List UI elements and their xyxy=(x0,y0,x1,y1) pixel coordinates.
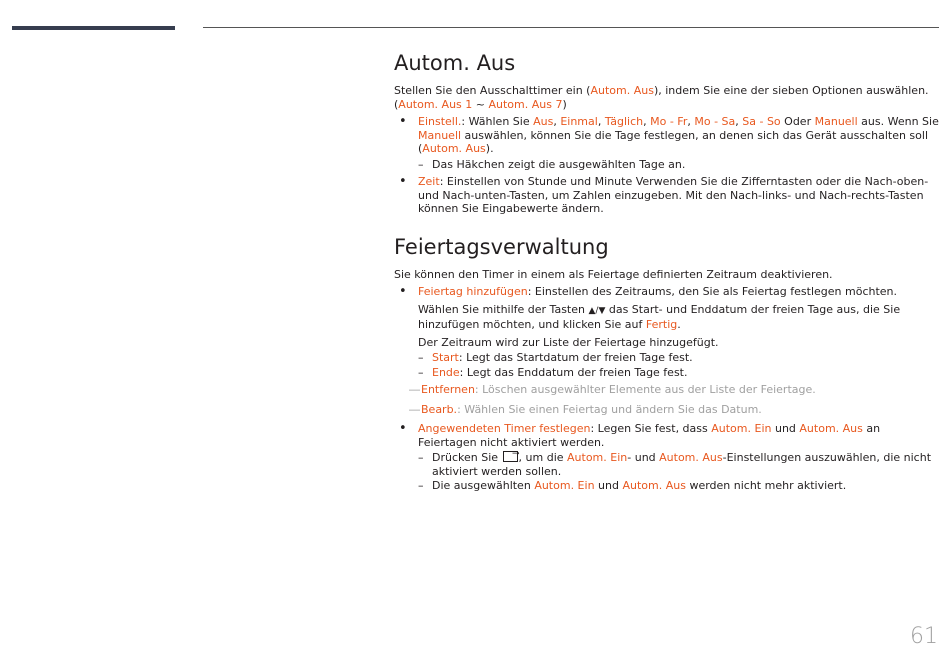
section-intro: Sie können den Timer in einem als Feiertage definierten Zeitraum deaktivieren. xyxy=(394,267,833,281)
sub-item-checkmark: – Das Häkchen zeigt die ausgewählten Tage an. xyxy=(418,158,942,172)
option-list xyxy=(394,115,942,216)
header-bar xyxy=(12,26,175,30)
sub-list xyxy=(418,451,942,493)
instruction-line: Der Zeitraum wird zur Liste der Feiertage hinzugefügt. xyxy=(418,335,719,349)
sub-item-ausgewaehlten: – Die ausgewählten Autom. Ein und Autom. Aus werden nicht mehr aktiviert. xyxy=(418,479,942,493)
sub-item-start: – Start: Legt das Startdatum der freien Tage fest. xyxy=(418,351,942,365)
note-bearb: ― Bearb.: Wählen Sie einen Feiertag und ändern Sie das Datum. xyxy=(409,402,762,416)
header-rule xyxy=(203,27,939,28)
page-number: 61 xyxy=(910,624,938,649)
sub-list xyxy=(418,158,942,172)
option-list xyxy=(394,285,942,379)
sub-list xyxy=(418,351,942,379)
instruction-line: Wählen Sie mithilfe der Tasten ▲/▼ das Start- und Enddatum der freien Tage aus, die Sie hinzufügen möchten, und klicken Sie auf Fertig. xyxy=(418,302,901,331)
list-item-feiertag-hinzufuegen: • Feiertag hinzufügen: Einstellen des Zeitraums, den Sie als Feiertag festlegen möchten. Wählen Sie mithilfe der Tasten ▲/▼ das Start- und Enddatum der freien Tage aus, die Sie hinzufügen möchten, und klicken Sie auf Fertig. Der Zeitraum wird zur Liste der Feiertage hinzugefügt. – Start: Legt das Startdatum der freien Tage fest. – Ende: Legt das Enddatum der freien Tage fest. xyxy=(394,285,942,379)
section-title-feiertagsverwaltung: Feiertagsverwaltung xyxy=(394,234,609,259)
list-item-einstell: • Einstell.: Wählen Sie Aus, Einmal, Täglich, Mo - Fr, Mo - Sa, Sa - So Oder Manuell aus. Wenn Sie Manuell auswählen, können Sie die Tage festlegen, an denen sich das Gerät ausschalten soll (Autom. Aus). – Das Häkchen zeigt die ausgewählten Tage an. xyxy=(394,115,942,171)
list-item-zeit: • Zeit: Einstellen von Stunde und Minute Verwenden Sie die Zifferntasten oder die Nach-oben- und Nach-unten-Tasten, um Zahlen einzugeben. Mit den Nach-links- und Nach-rechts-Tasten können Sie Eingabewerte ändern. xyxy=(394,175,942,216)
page-content xyxy=(394,50,942,497)
note-entfernen: ― Entfernen: Löschen ausgewählter Elemente aus der Liste der Feiertage. xyxy=(409,383,816,396)
enter-button-icon xyxy=(503,451,518,462)
option-list xyxy=(394,422,942,493)
section-intro: Stellen Sie den Ausschalttimer ein (Autom. Aus), indem Sie eine der sieben Optionen auswählen. (Autom. Aus 1 ~ Autom. Aus 7) xyxy=(394,84,929,111)
list-item-angewendeten-timer: • Angewendeten Timer festlegen: Legen Sie fest, dass Autom. Ein und Autom. Aus an Feiertagen nicht aktiviert werden. – Drücken Sie →, um die Autom. Ein- und Autom. Aus-Einstellungen auszuwählen, die nicht aktiviert werden sollen. – Die ausgewählten Autom. Ein und Autom. Aus werden nicht mehr aktiviert. xyxy=(394,422,942,493)
up-down-arrow-icon: ▲/▼ xyxy=(588,305,606,316)
sub-item-druecken: – Drücken Sie →, um die Autom. Ein- und Autom. Aus-Einstellungen auszuwählen, die nicht aktiviert werden sollen. xyxy=(418,451,942,478)
sub-item-ende: – Ende: Legt das Enddatum der freien Tage fest. xyxy=(418,366,942,380)
section-title-autom-aus: Autom. Aus xyxy=(394,51,516,75)
